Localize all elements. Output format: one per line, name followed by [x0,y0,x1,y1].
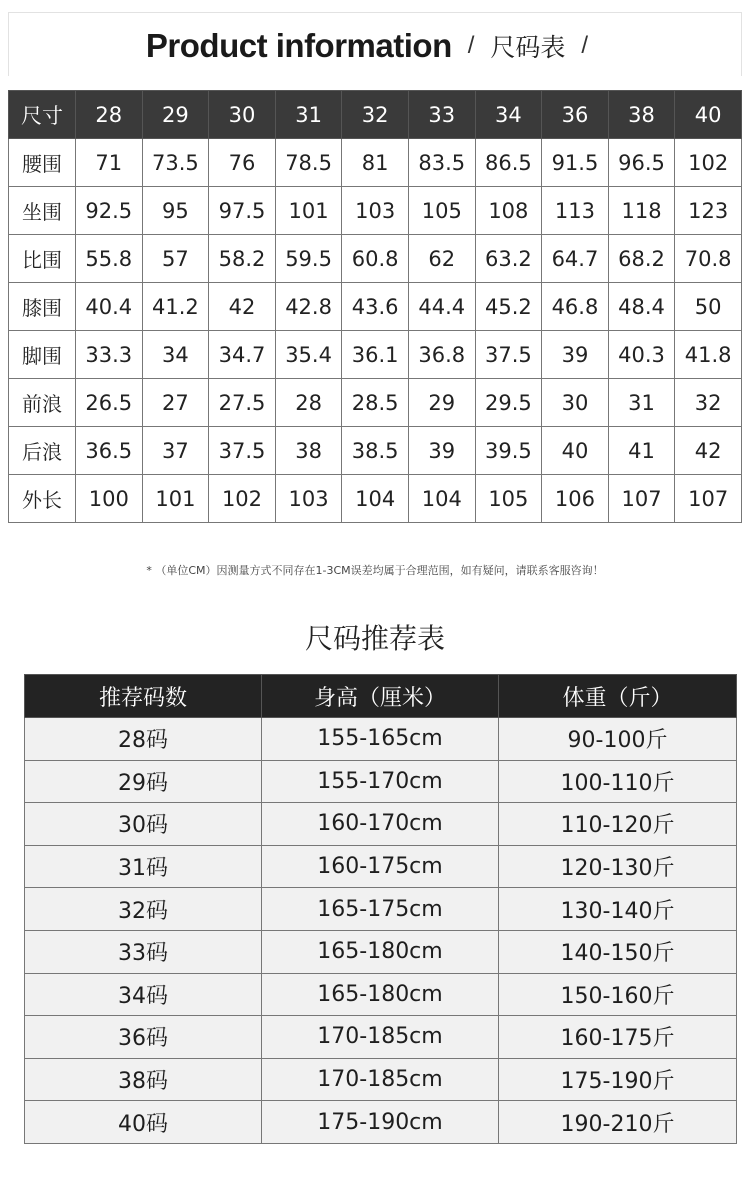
recommend-table-row [25,718,737,761]
measurement-value: 41.2 [142,283,209,331]
recommend-weight-cell: 175-190斤 [499,1058,737,1101]
measurement-label: 腰围 [9,139,76,187]
size-table-row [9,235,742,283]
recommend-size-cell: 30码 [25,803,262,846]
measurement-value: 57 [142,235,209,283]
recommend-size-cell: 28码 [25,718,262,761]
size-table-body [9,139,742,523]
recommend-weight-cell: 130-140斤 [499,888,737,931]
measurement-value: 39.5 [475,427,542,475]
recommend-header-cell: 体重（斤） [499,675,737,718]
recommend-size-cell: 33码 [25,930,262,973]
measurement-value: 123 [675,187,742,235]
measurement-value: 37.5 [209,427,276,475]
size-header-cell: 31 [275,91,342,139]
recommend-table-row [25,930,737,973]
size-table-row [9,379,742,427]
measurement-value: 46.8 [542,283,609,331]
size-table-row [9,427,742,475]
size-table [8,90,742,523]
size-header-cell: 29 [142,91,209,139]
measurement-value: 70.8 [675,235,742,283]
recommend-size-cell: 31码 [25,845,262,888]
measurement-value: 32 [675,379,742,427]
header-title-line [9,27,741,65]
measurement-value: 100 [76,475,143,523]
size-header-cell: 36 [542,91,609,139]
measurement-value: 42.8 [275,283,342,331]
measurement-label: 比围 [9,235,76,283]
measurement-value: 60.8 [342,235,409,283]
recommend-header-cell: 推荐码数 [25,675,262,718]
measurement-value: 40 [542,427,609,475]
measurement-value: 39 [408,427,475,475]
size-table-row [9,331,742,379]
measurement-value: 73.5 [142,139,209,187]
recommend-size-cell: 40码 [25,1101,262,1144]
measurement-value: 40.4 [76,283,143,331]
size-table-header-row [9,91,742,139]
size-header-cell: 40 [675,91,742,139]
measurement-value: 38.5 [342,427,409,475]
recommend-table-row [25,1016,737,1059]
size-table-row [9,283,742,331]
measurement-value: 31 [608,379,675,427]
measurement-value: 36.1 [342,331,409,379]
measurement-value: 78.5 [275,139,342,187]
recommend-table [24,674,737,1144]
measurement-value: 37 [142,427,209,475]
measurement-value: 41.8 [675,331,742,379]
measurement-value: 71 [76,139,143,187]
measurement-value: 103 [275,475,342,523]
measurement-value: 30 [542,379,609,427]
recommend-size-cell: 32码 [25,888,262,931]
recommend-height-cell: 160-175cm [262,845,499,888]
measurement-value: 27.5 [209,379,276,427]
measurement-value: 43.6 [342,283,409,331]
size-table-row [9,475,742,523]
recommend-weight-cell: 100-110斤 [499,760,737,803]
measurement-value: 45.2 [475,283,542,331]
measurement-value: 91.5 [542,139,609,187]
title-separator: / [467,32,475,59]
recommend-size-cell: 38码 [25,1058,262,1101]
recommend-weight-cell: 190-210斤 [499,1101,737,1144]
measurement-value: 64.7 [542,235,609,283]
recommend-table-row [25,760,737,803]
measurement-value: 38 [275,427,342,475]
recommend-weight-cell: 110-120斤 [499,803,737,846]
size-table-row [9,187,742,235]
measurement-value: 102 [209,475,276,523]
recommend-height-cell: 175-190cm [262,1101,499,1144]
measurement-value: 44.4 [408,283,475,331]
size-header-cell: 尺寸 [9,91,76,139]
measurement-value: 92.5 [76,187,143,235]
measurement-value: 83.5 [408,139,475,187]
recommend-weight-cell: 160-175斤 [499,1016,737,1059]
measurement-value: 28 [275,379,342,427]
recommend-table-row [25,1101,737,1144]
measurement-value: 108 [475,187,542,235]
measurement-value: 104 [342,475,409,523]
page-header [8,12,742,76]
measurement-value: 55.8 [76,235,143,283]
recommend-height-cell: 165-180cm [262,973,499,1016]
recommend-height-cell: 155-170cm [262,760,499,803]
size-header-cell: 32 [342,91,409,139]
measurement-label: 坐围 [9,187,76,235]
size-table-row [9,139,742,187]
measurement-value: 106 [542,475,609,523]
measurement-value: 95 [142,187,209,235]
recommend-table-body [25,718,737,1144]
measurement-value: 42 [209,283,276,331]
recommend-table-row [25,888,737,931]
measurement-value: 36.8 [408,331,475,379]
measurement-value: 27 [142,379,209,427]
measurement-value: 81 [342,139,409,187]
measurement-value: 107 [675,475,742,523]
recommend-title: 尺码推荐表 [304,622,445,655]
measurement-value: 101 [275,187,342,235]
size-header-cell: 28 [76,91,143,139]
measurement-label: 外长 [9,475,76,523]
measurement-value: 68.2 [608,235,675,283]
recommend-height-cell: 170-185cm [262,1058,499,1101]
recommend-table-row [25,1058,737,1101]
recommend-weight-cell: 120-130斤 [499,845,737,888]
measurement-value: 50 [675,283,742,331]
recommend-weight-cell: 150-160斤 [499,973,737,1016]
measurement-value: 76 [209,139,276,187]
measurement-label: 膝围 [9,283,76,331]
measurement-value: 36.5 [76,427,143,475]
measurement-value: 29 [408,379,475,427]
measurement-value: 86.5 [475,139,542,187]
measurement-value: 62 [408,235,475,283]
recommend-size-cell: 36码 [25,1016,262,1059]
measurement-value: 63.2 [475,235,542,283]
recommend-size-cell: 29码 [25,760,262,803]
measurement-value: 118 [608,187,675,235]
measurement-value: 33.3 [76,331,143,379]
size-header-cell: 33 [408,91,475,139]
measurement-value: 29.5 [475,379,542,427]
measurement-value: 39 [542,331,609,379]
measurement-value: 104 [408,475,475,523]
measurement-value: 42 [675,427,742,475]
page-title-en: Product information [145,27,452,64]
measurement-label: 前浪 [9,379,76,427]
measurement-value: 107 [608,475,675,523]
recommend-height-cell: 155-165cm [262,718,499,761]
recommend-height-cell: 170-185cm [262,1016,499,1059]
measurement-value: 41 [608,427,675,475]
recommend-height-cell: 160-170cm [262,803,499,846]
measurement-value: 35.4 [275,331,342,379]
measurement-value: 34.7 [209,331,276,379]
measurement-value: 105 [408,187,475,235]
measurement-value: 26.5 [76,379,143,427]
measurement-value: 48.4 [608,283,675,331]
size-header-cell: 34 [475,91,542,139]
size-header-cell: 38 [608,91,675,139]
recommend-table-row [25,973,737,1016]
recommend-size-cell: 34码 [25,973,262,1016]
measurement-value: 101 [142,475,209,523]
title-separator: / [581,32,589,59]
measurement-value: 113 [542,187,609,235]
recommend-table-row [25,845,737,888]
measurement-value: 59.5 [275,235,342,283]
recommend-table-row [25,803,737,846]
measurement-value: 96.5 [608,139,675,187]
measurement-value: 97.5 [209,187,276,235]
recommend-height-cell: 165-175cm [262,888,499,931]
measurement-value: 40.3 [608,331,675,379]
size-header-cell: 30 [209,91,276,139]
measurement-value: 34 [142,331,209,379]
measurement-label: 脚围 [9,331,76,379]
measurement-label: 后浪 [9,427,76,475]
measurement-value: 28.5 [342,379,409,427]
measurement-note: * （单位CM）因测量方式不同存在1-3CM误差均属于合理范围，如有疑问，请联系客服咨询！ [146,564,604,577]
page-title-cn: 尺码表 [490,33,566,62]
recommend-weight-cell: 90-100斤 [499,718,737,761]
measurement-value: 58.2 [209,235,276,283]
measurement-value: 103 [342,187,409,235]
measurement-value: 37.5 [475,331,542,379]
measurement-value: 102 [675,139,742,187]
recommend-header-cell: 身高（厘米） [262,675,499,718]
recommend-height-cell: 165-180cm [262,930,499,973]
recommend-weight-cell: 140-150斤 [499,930,737,973]
measurement-value: 105 [475,475,542,523]
recommend-header-row [25,675,737,718]
